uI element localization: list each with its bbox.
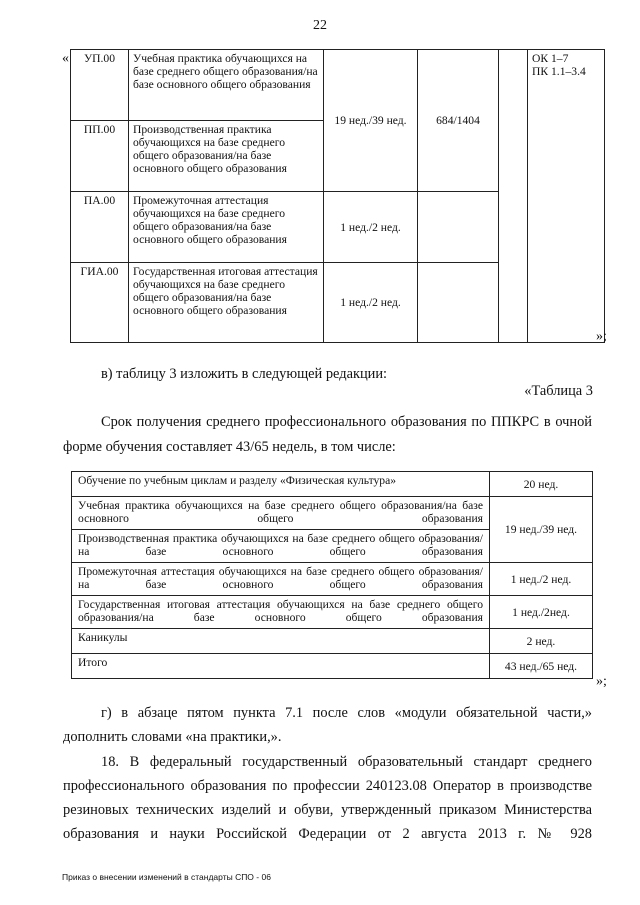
table3-value: 1 нед./2 нед. <box>490 563 593 596</box>
table3-close-mark: »; <box>596 674 607 689</box>
curriculum-table <box>70 49 605 343</box>
table3-caption: «Таблица 3 <box>524 383 593 399</box>
table3-label: Промежуточная аттестация обучающихся на базе среднего общего образования/на базе основного общего образования <box>72 563 490 596</box>
table-cell-weeks: 1 нед./2 нед. <box>324 263 418 343</box>
table3-value: 43 нед./65 нед. <box>490 654 593 679</box>
paragraph-term-line2: форме обучения составляет 43/65 недель, в том числе: <box>63 439 396 455</box>
table-cell-weeks: 1 нед./2 нед. <box>324 192 418 263</box>
table3-value: 1 нед./2нед. <box>490 596 593 629</box>
paragraph-18-line3: резиновых технических изделий и обуви, утвержденный приказом Министерства <box>63 802 592 818</box>
paragraph-term-line1: Срок получения среднего профессионального образования по ППКРС в очной <box>101 414 592 430</box>
table-cell-name: Учебная практика обучающихся на базе среднего общего образования/на базе основного общего образования <box>129 50 324 121</box>
table-cell-name: Промежуточная аттестация обучающихся на базе среднего общего образования/на базе основного общего образования <box>129 192 324 263</box>
table-cell-code: ПА.00 <box>71 192 129 263</box>
table-3 <box>71 471 593 679</box>
table-cell-name: Государственная итоговая аттестация обучающихся на базе среднего общего образования/на базе основного общего образования <box>129 263 324 343</box>
competencies-pk: ПК 1.1–3.4 <box>532 65 586 78</box>
table-cell-empty <box>418 263 499 343</box>
table-cell-empty <box>418 192 499 263</box>
table-cell-empty <box>499 50 528 343</box>
table-cell-code: УП.00 <box>71 50 129 121</box>
table-cell-practice-weeks: 19 нед./39 нед. <box>324 50 418 192</box>
table3-label: Обучение по учебным циклам и разделу «Физическая культура» <box>72 472 490 497</box>
table3-label: Каникулы <box>72 629 490 654</box>
table-cell-code: ГИА.00 <box>71 263 129 343</box>
competencies-ok: ОК 1–7 <box>532 52 569 65</box>
paragraph-g-line2: дополнить словами «на практики,». <box>63 729 282 745</box>
table3-practice-value: 19 нед./39 нед. <box>490 497 593 563</box>
table-cell-practice-hours: 684/1404 <box>418 50 499 192</box>
table-cell-name: Производственная практика обучающихся на базе среднего общего образования/на базе основного общего образования <box>129 121 324 192</box>
table1-open-quote: « <box>62 51 69 66</box>
paragraph-v: в) таблицу 3 изложить в следующей редакции: <box>101 366 388 382</box>
table3-label: Учебная практика обучающихся на базе среднего общего образования/на базе основного общего образования <box>72 497 490 530</box>
table3-value: 20 нед. <box>490 472 593 497</box>
table3-label: Государственная итоговая аттестация обучающихся на базе среднего общего образования/на базе основного общего образования <box>72 596 490 629</box>
table3-label: Производственная практика обучающихся на базе среднего общего образования/на базе основного общего образования <box>72 530 490 563</box>
table-cell-code: ПП.00 <box>71 121 129 192</box>
paragraph-18-line1: 18. В федеральный государственный образовательный стандарт среднего <box>101 754 592 770</box>
paragraph-18-line2: профессионального образования по профессии 240123.08 Оператор в производстве <box>63 778 592 794</box>
page-number: 22 <box>313 18 327 33</box>
paragraph-18-line4: образования и науки Российской Федерации от 2 августа 2013 г. № 928 <box>63 826 592 842</box>
table-cell-competencies <box>528 50 605 343</box>
footer-note: Приказ о внесении изменений в стандарты СПО - 06 <box>62 872 271 882</box>
table1-close-mark: »; <box>596 329 607 344</box>
table3-value: 2 нед. <box>490 629 593 654</box>
paragraph-g-line1: г) в абзаце пятом пункта 7.1 после слов «модули обязательной части,» <box>101 705 592 721</box>
table3-label: Итого <box>72 654 490 679</box>
